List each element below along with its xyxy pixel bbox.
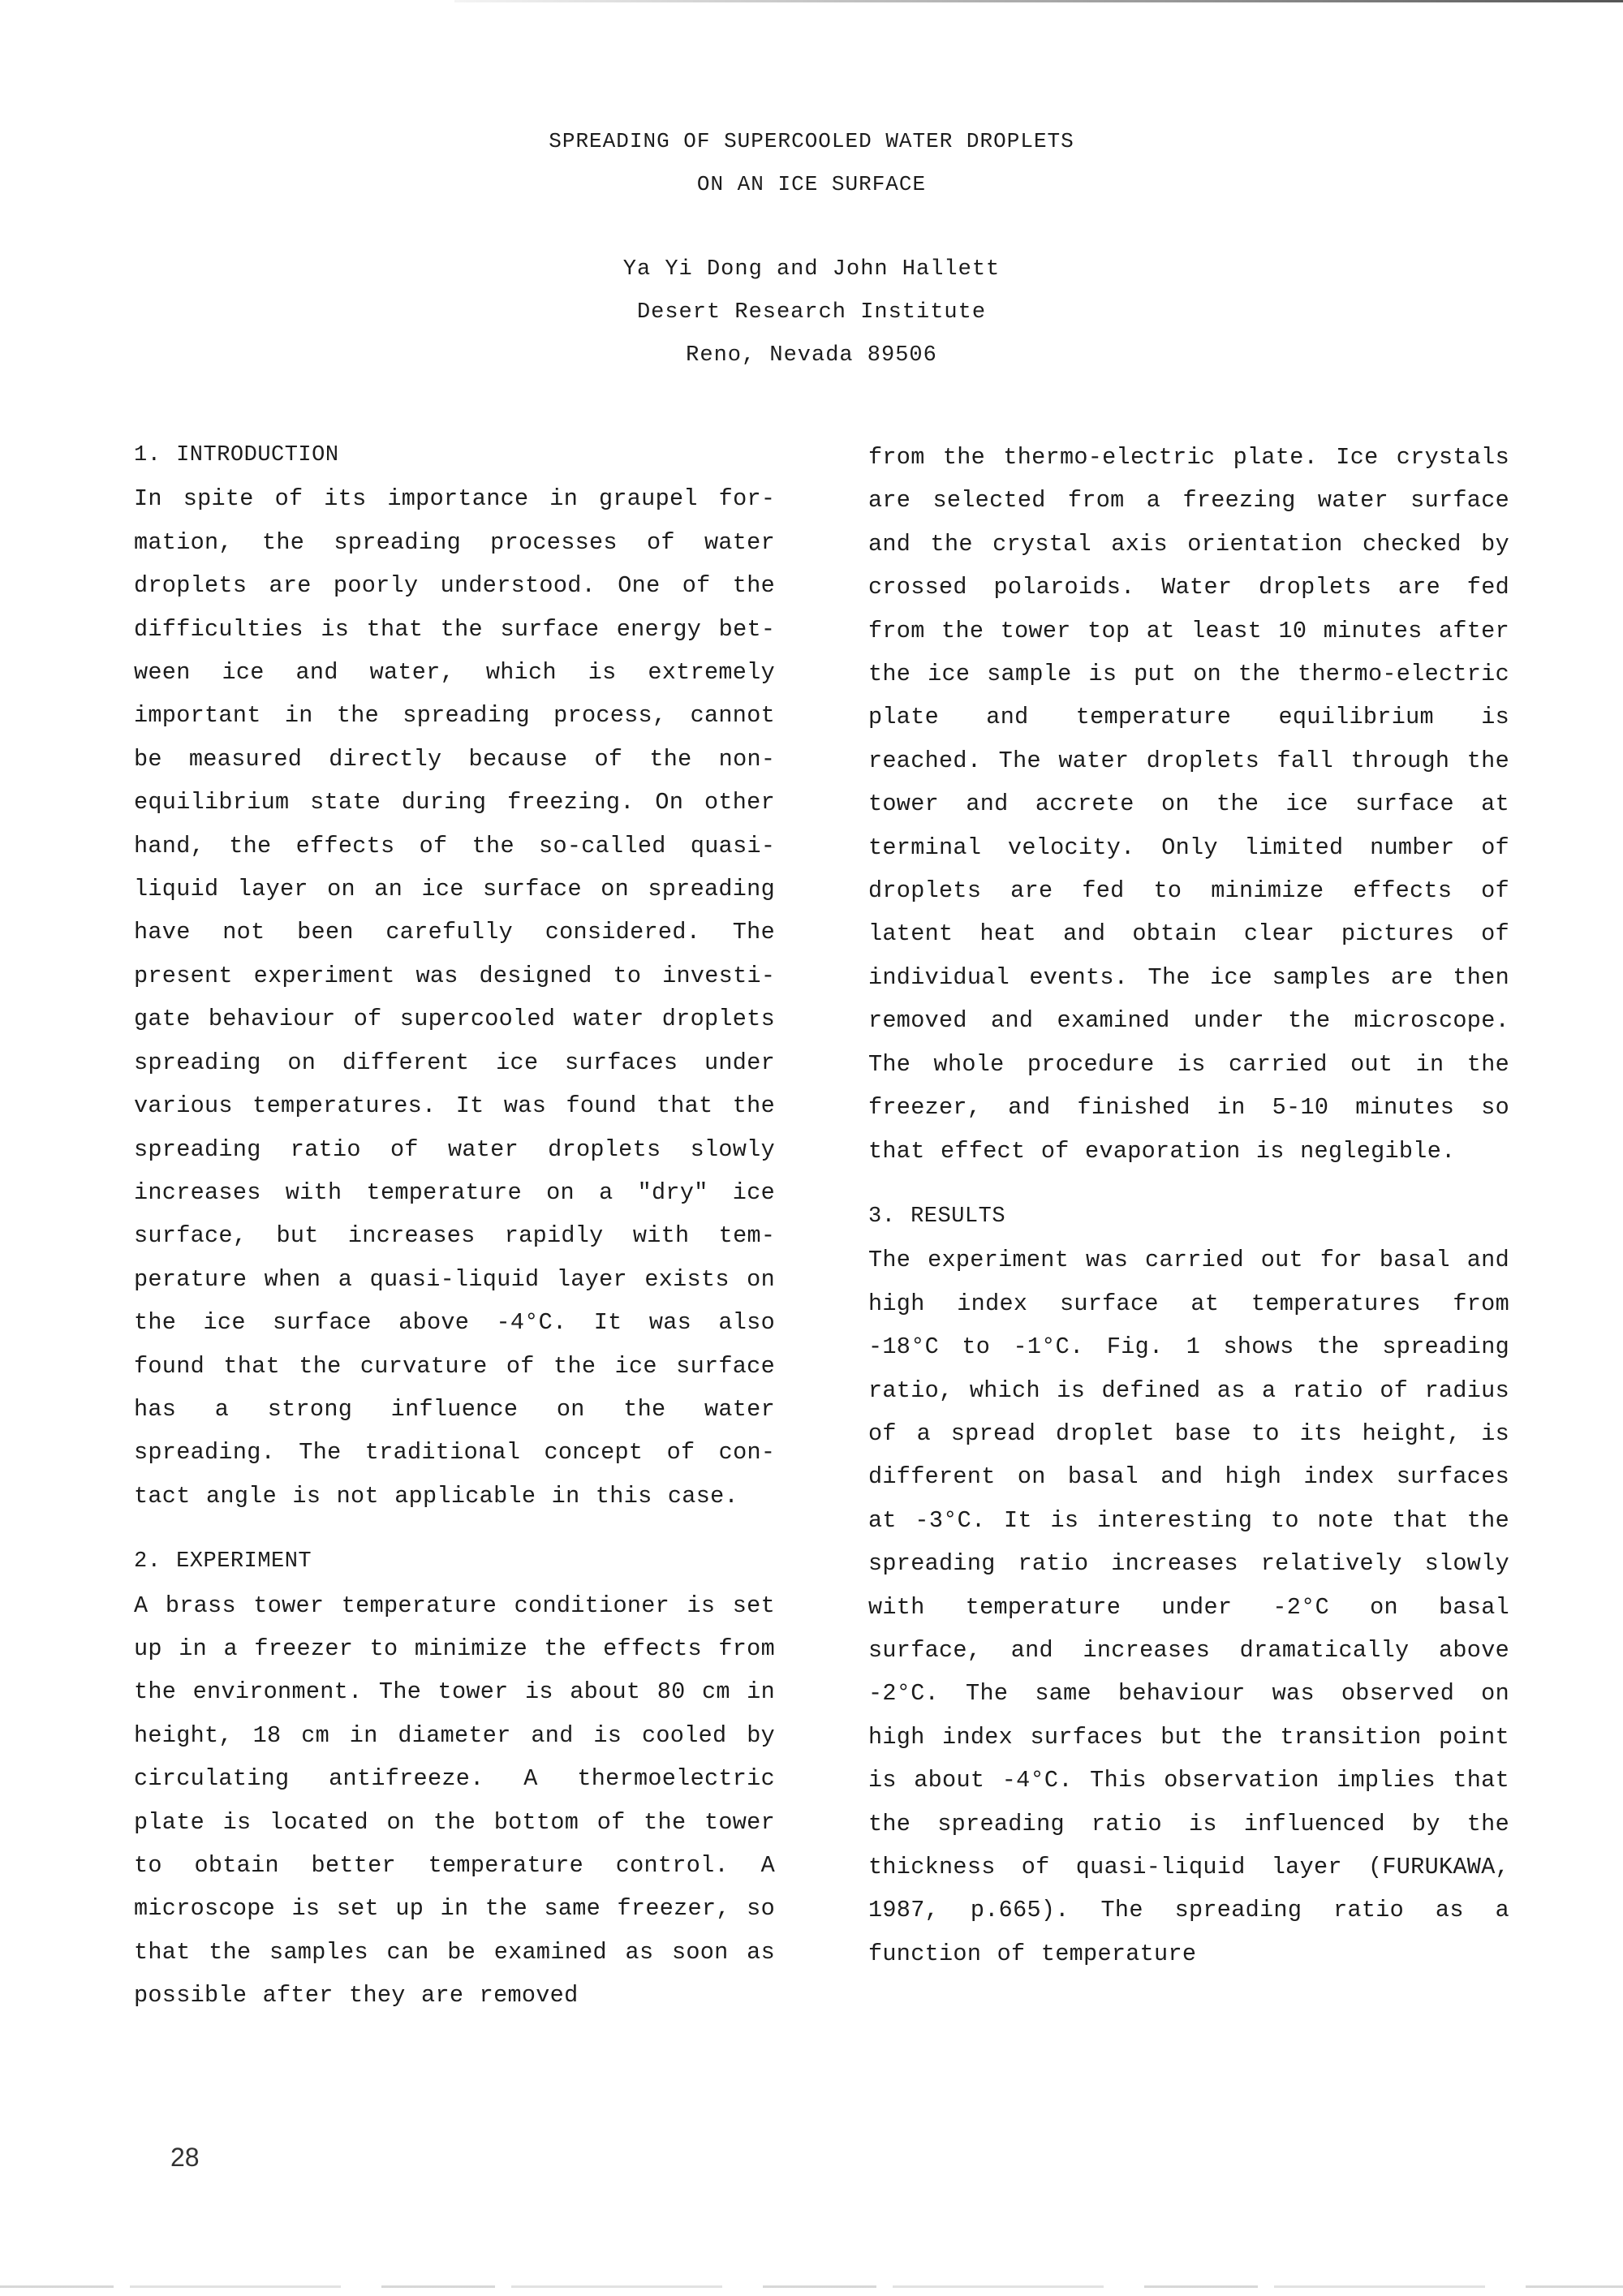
- introduction-heading: 1. INTRODUCTION: [134, 443, 339, 467]
- paper-authors: Ya Yi Dong and John Hallett: [622, 257, 1001, 282]
- section-gap: [868, 1173, 1509, 1195]
- paper-address: Reno, Nevada 89506: [686, 343, 937, 368]
- results-heading: 3. RESULTS: [868, 1204, 1006, 1229]
- section-gap: [134, 1518, 775, 1540]
- paper-header: [0, 120, 1623, 377]
- scan-bottom-edge: [0, 2285, 1623, 2288]
- results-body: The experiment was carried out for basal and high index surface at temperatures from -18°C to -1°C. Fig. 1 shows the spreading ratio, which is defined as a ratio of radius of a spread droplet base to its height, is different on basal and high index surfaces at -3°C. It is interesting to note that the spreading ratio increases relatively slowly with temperature under -2°C on basal surface, and increases dramatically above -2°C. The same behaviour was observed on high index surfaces but the transition point is about -4°C. This observation implies that the spreading ratio is influenced by the thickness of quasi-liquid layer (FURUKAWA, 1987, p.665). The spreading ratio as a function of temperature: [868, 1247, 1509, 1967]
- experiment-heading: 2. EXPERIMENT: [134, 1549, 312, 1574]
- right-column: [868, 436, 1509, 1975]
- header-spacer: [0, 206, 1623, 248]
- paper-title-line-1: SPREADING OF SUPERCOOLED WATER DROPLETS: [549, 129, 1074, 153]
- experiment-body-right: from the thermo-electric plate. Ice crystals are selected from a freezing water surface and the crystal axis orientation checked by crossed polaroids. Water droplets are fed from the tower top at least 10 minutes after the ice sample is put on the thermo-electric plate and temperature equilibrium is reached. The water droplets fall through the tower and accrete on the ice surface at terminal velocity. Only limited number of droplets are fed to minimize effects of latent heat and obtain clear pictures of individual events. The ice samples are then removed and examined under the microscope. The whole procedure is carried out in the freezer, and finished in 5-10 minutes so that effect of evaporation is neglegible.: [868, 444, 1509, 1165]
- introduction-body: In spite of its importance in graupel formation, the spreading processes of water droplets are poorly understood. One of the difficulties is that the surface energy between ice and water, which is extremely important in the spreading process, cannot be measured directly because of the nonequilibrium state during freezing. On other hand, the effects of the so-called quasiliquid layer on an ice surface on spreading have not been carefully considered. The present experiment was designed to investigate behaviour of supercooled water droplets spreading on different ice surfaces under various temperatures. It was found that the spreading ratio of water droplets slowly increases with temperature on a "dry" ice surface, but increases rapidly with temperature when a quasi-liquid layer exists on the ice surface above -4°C. It was also found that the curvature of the ice surface has a strong influence on the water spreading. The traditional concept of contact angle is not applicable in this case.: [134, 485, 775, 1510]
- left-column: [134, 434, 775, 2018]
- paper-title-line-2: ON AN ICE SURFACE: [696, 172, 927, 196]
- scan-top-edge: [454, 0, 1623, 2]
- paper-affiliation: Desert Research Institute: [636, 300, 987, 325]
- experiment-body-left: A brass tower temperature conditioner is set up in a freezer to minimize the effects from the environment. The tower is about 80 cm in height, 18 cm in diameter and is cooled by circulating antifreeze. A thermoelectric plate is located on the bottom of the tower to obtain better temperature control. A microscope is set up in the same freezer, so that the samples can be examined as soon as possible after they are removed: [134, 1592, 775, 2010]
- page-number: 28: [170, 2143, 200, 2172]
